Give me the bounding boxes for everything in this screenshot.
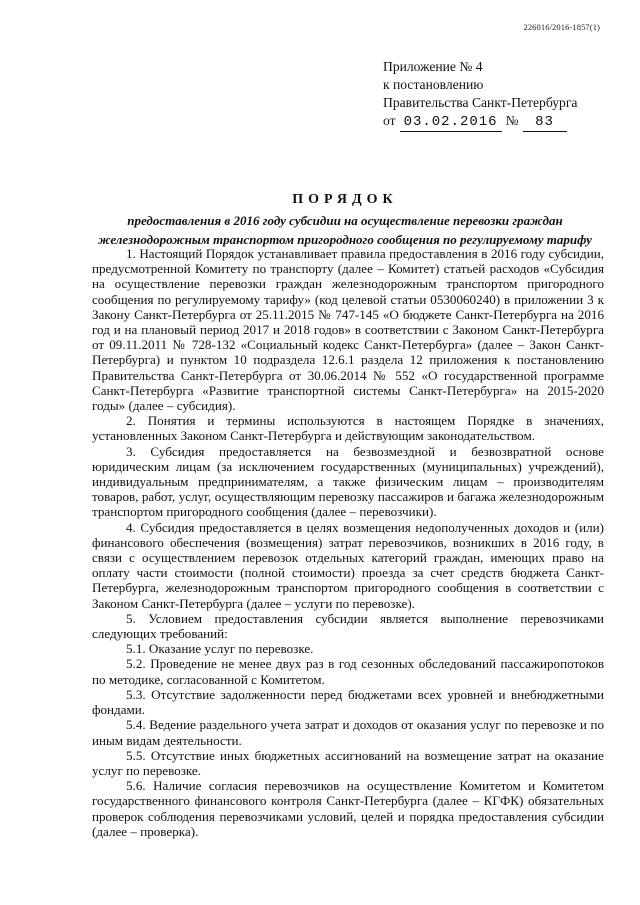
document-title: ПОРЯДОК xyxy=(292,192,398,207)
appendix-block xyxy=(383,58,577,132)
subtitle-line-1: предоставления в 2016 году субсидии на осуществление перевозки граждан xyxy=(127,213,563,228)
appendix-title: Приложение № 4 xyxy=(383,59,483,74)
document-body xyxy=(92,246,604,839)
title-block xyxy=(90,190,600,248)
paragraph-1: 1. Настоящий Порядок устанавливает правила предоставления в 2016 году субсидии, предусмотренной Комитету по транспорту (далее – Комитет) статьей расходов «Субсидия на осуществление перевозки граждан железнодорожным транспортом пригородного сообщения по регулируемому тарифу» (код целевой статьи 0530060240) в приложении 3 к Закону Санкт-Петербурга от 25.11.2015 № 747-145 «О бюджете Санкт-Петербурга на 2016 год и на плановый период 2017 и 2018 годов» в соответствии с Законом Санкт-Петербурга от 09.11.2011 № 728-132 «Социальный кодекс Санкт-Петербурга» (далее – Закон Санкт-Петербурга) и пунктом 10 подраздела 12.6.1 раздела 12 приложения к постановлению Правительства Санкт-Петербурга от 30.06.2014 № 552 «О государственной программе Санкт-Петербурга «Развитие транспортной системы Санкт-Петербурга» на 2015-2020 годы» (далее – субсидия). xyxy=(92,246,604,414)
paragraph-5: 5. Условием предоставления субсидии является выполнение перевозчиками следующих требований: xyxy=(92,610,604,642)
paragraph-3: 3. Субсидия предоставляется на безвозмездной и безвозвратной основе юридическим лицам (за исключением государственных (муниципальных) учреждений), индивидуальным предпринимателям, а также физическим лицам – производителям товаров, работ, услуг, осуществляющим перевозку пассажиров и багажа железнодорожным транспортом пригородного сообщения (далее – перевозчики). xyxy=(92,443,604,520)
paragraph-5-2: 5.2. Проведение не менее двух раз в год сезонных обследований пассажиропотоков по методике, согласованной с Комитетом. xyxy=(92,656,604,687)
paragraph-5-3: 5.3. Отсутствие задолженности перед бюджетами всех уровней и внебюджетными фондами. xyxy=(92,686,604,718)
paragraph-2: 2. Понятия и термины используются в настоящем Порядке в значениях, установленных Законом Санкт-Петербурга и действующим законодательством. xyxy=(92,413,604,444)
subtitle-line-2: железнодорожным транспортом пригородного сообщения по регулируемому тарифу xyxy=(98,232,592,247)
paragraph-5-6: 5.6. Наличие согласия перевозчиков на осуществление Комитетом и Комитетом государственного финансового контроля Санкт-Петербурга (далее – КГФК) обязательных проверок соблюдения перевозчиками условий, целей и порядка предоставления субсидии (далее – проверка). xyxy=(92,778,604,839)
number-label: № xyxy=(505,113,519,128)
document-code: 226016/2016-1857(1) xyxy=(523,22,600,32)
appendix-date-line xyxy=(383,112,577,132)
from-label: от xyxy=(383,113,396,128)
resolution-date: 03.02.2016 xyxy=(400,113,502,132)
paragraph-5-1: 5.1. Оказание услуг по перевозке. xyxy=(126,641,314,657)
appendix-authority: Правительства Санкт-Петербурга xyxy=(383,95,578,110)
paragraph-4: 4. Субсидия предоставляется в целях возмещения недополученных доходов и (или) финансового обеспечения (возмещения) затрат перевозчиков, возникших в 2016 году, в связи с осуществлением перевозок отдельных категорий граждан, имеющих право на оплату части стоимости (полной стоимости) проезда за счет средств бюджета Санкт-Петербурга, железнодорожным транспортом пригородного сообщения в соответствии с Законом Санкт-Петербурга (далее – услуги по перевозке). xyxy=(92,519,604,611)
appendix-reference: к постановлению xyxy=(383,77,484,92)
paragraph-5-4: 5.4. Ведение раздельного учета затрат и доходов от оказания услуг по перевозке и по иным видам деятельности. xyxy=(92,717,604,748)
resolution-number: 83 xyxy=(523,113,567,132)
paragraph-5-5: 5.5. Отсутствие иных бюджетных ассигнований на возмещение затрат на оказание услуг по перевозке. xyxy=(92,747,604,778)
